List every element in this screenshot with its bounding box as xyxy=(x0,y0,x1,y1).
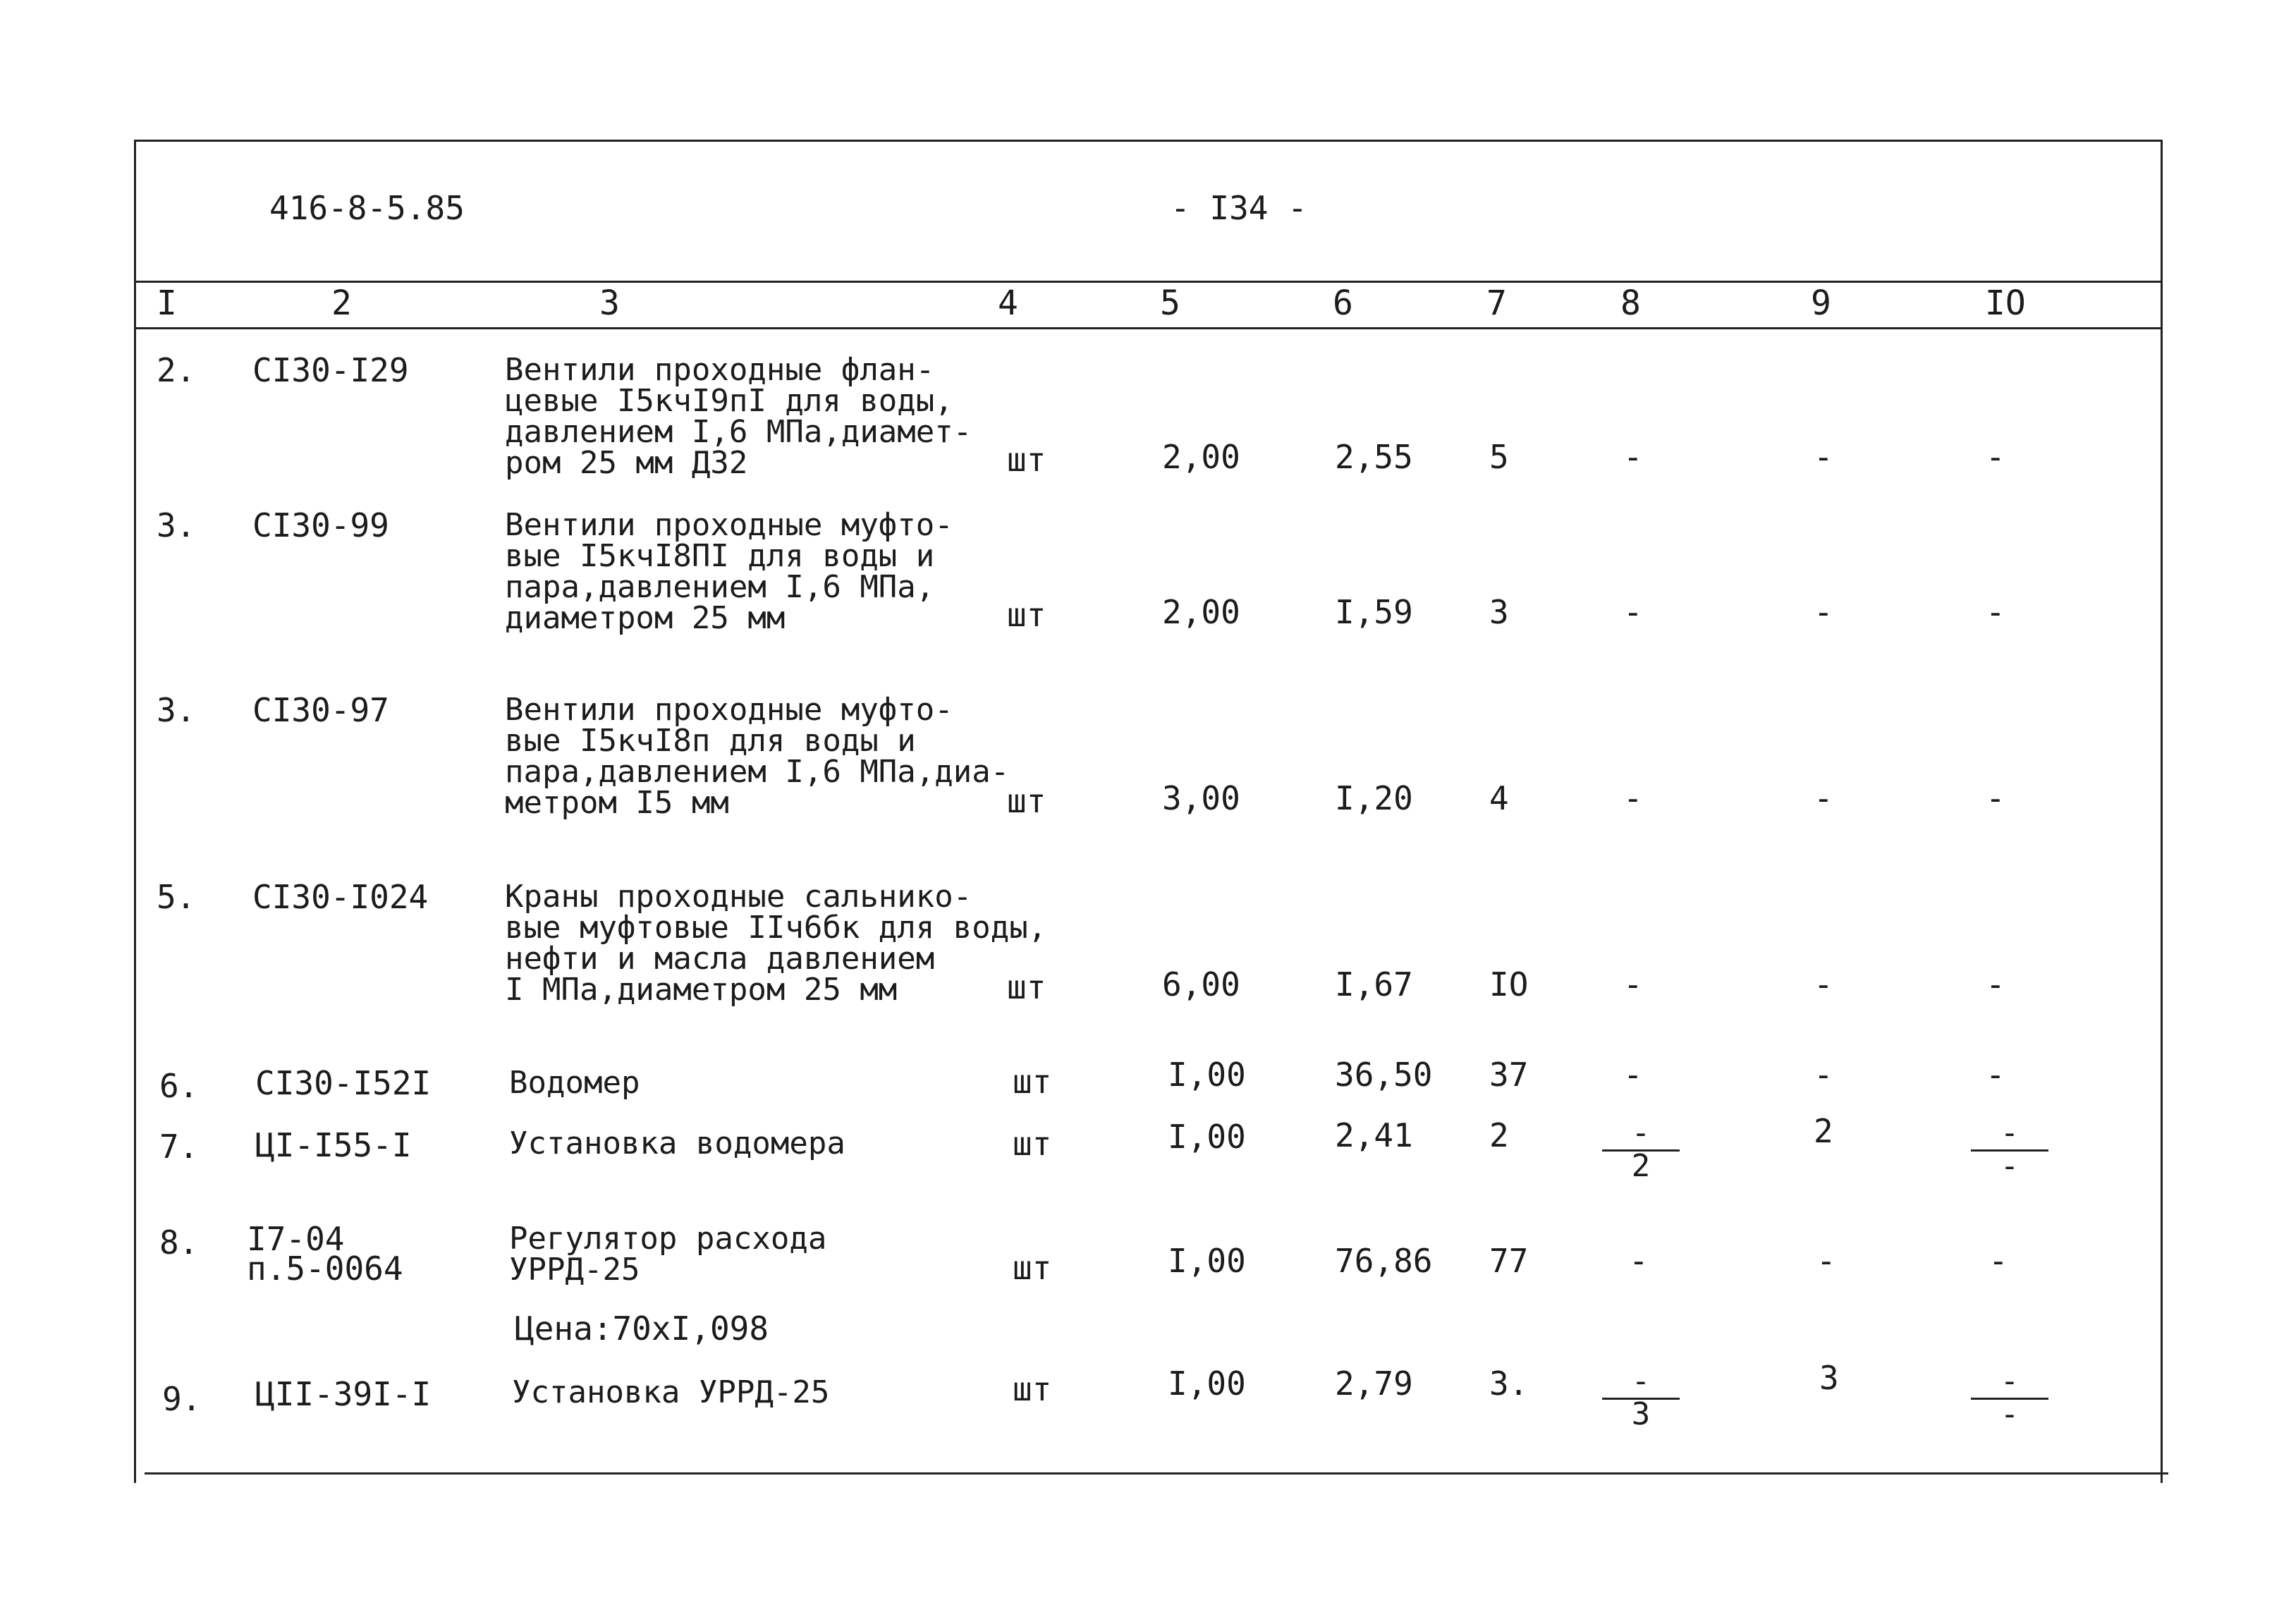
row-col8: - xyxy=(1623,779,1643,817)
row-number: 3. xyxy=(157,506,196,544)
row-code: CI30-I024 xyxy=(252,878,429,916)
row-unit: шт xyxy=(1013,1063,1052,1101)
row-unit-price: 2,79 xyxy=(1335,1364,1413,1403)
row-unit-price: 2,55 xyxy=(1335,438,1413,476)
row-unit-price: I,59 xyxy=(1335,593,1413,631)
column-number: 6 xyxy=(1333,283,1353,323)
row-unit-price: 36,50 xyxy=(1335,1056,1433,1094)
column-number: IO xyxy=(1985,283,2026,323)
row-description: Вентили проходные муфто- вые I5кчI8ПI для воды и пара,давлением I,6 МПа, диаметром 25 мм xyxy=(505,507,953,636)
row-col8-fraction: - 2 xyxy=(1602,1118,1680,1183)
column-number: 5 xyxy=(1160,283,1180,323)
row-total: 77 xyxy=(1489,1242,1529,1280)
row-code: CI30-I52I xyxy=(255,1064,432,1102)
row-col9: - xyxy=(1814,779,1833,817)
page-number: - I34 - xyxy=(1171,189,1307,227)
row-col9: 3 xyxy=(1819,1359,1839,1397)
row-number: 5. xyxy=(157,878,196,916)
row-col9: - xyxy=(1814,593,1833,631)
row-description: Регулятор расхода УРРД-25 xyxy=(509,1221,827,1288)
row-price-note: Цена:70хI,098 xyxy=(515,1309,769,1348)
row-code: I7-04 xyxy=(247,1220,345,1258)
row-col9: - xyxy=(1814,965,1833,1003)
row-total: IO xyxy=(1489,965,1529,1003)
row-col8: - xyxy=(1623,593,1643,631)
row-unit: шт xyxy=(1007,441,1046,479)
row-code: ЦII-39I-I xyxy=(255,1375,432,1413)
row-number: 7. xyxy=(159,1128,199,1166)
row-col8: - xyxy=(1629,1242,1649,1280)
row-unit: шт xyxy=(1007,968,1046,1006)
row-col10-fraction: - - xyxy=(1971,1367,2048,1431)
row-quantity: I,00 xyxy=(1168,1056,1246,1094)
row-number: 9. xyxy=(162,1380,202,1418)
row-unit-price: I,67 xyxy=(1335,965,1413,1003)
row-unit: шт xyxy=(1013,1249,1052,1287)
row-col9: 2 xyxy=(1814,1112,1833,1150)
row-col10: - xyxy=(1986,438,2005,476)
row-quantity: 3,00 xyxy=(1162,779,1240,817)
page-frame xyxy=(134,140,2163,1483)
row-col10: - xyxy=(1986,593,2005,631)
row-total: 2 xyxy=(1489,1116,1509,1154)
row-quantity: 2,00 xyxy=(1162,438,1240,476)
row-description: Установка водомера xyxy=(509,1125,845,1161)
row-col9: - xyxy=(1816,1242,1836,1280)
row-total: 3 xyxy=(1489,593,1509,631)
row-unit: шт xyxy=(1013,1370,1052,1408)
row-description: Водомер xyxy=(509,1065,640,1101)
row-quantity: 2,00 xyxy=(1162,593,1240,631)
row-number: 6. xyxy=(159,1067,199,1105)
row-quantity: I,00 xyxy=(1168,1118,1246,1156)
row-quantity: I,00 xyxy=(1168,1242,1246,1280)
row-col10: - xyxy=(1988,1242,2008,1280)
row-code: CI30-97 xyxy=(252,691,389,729)
row-total: 4 xyxy=(1489,779,1509,817)
row-number: 3. xyxy=(157,691,196,729)
row-code: CI30-I29 xyxy=(252,351,409,389)
row-unit-price: 76,86 xyxy=(1335,1242,1433,1280)
row-unit: шт xyxy=(1013,1125,1052,1163)
row-col9: - xyxy=(1814,1056,1833,1094)
column-header-divider xyxy=(134,327,2163,329)
column-number: 9 xyxy=(1811,283,1831,323)
column-number: 3 xyxy=(599,283,620,323)
row-col9: - xyxy=(1814,438,1833,476)
row-col8-fraction: - 3 xyxy=(1602,1367,1680,1431)
row-total: 37 xyxy=(1489,1056,1529,1094)
row-col10: - xyxy=(1986,965,2005,1003)
row-total: 3. xyxy=(1489,1364,1529,1403)
row-description: Установка УРРД-25 xyxy=(512,1374,830,1410)
column-number: 8 xyxy=(1620,283,1641,323)
column-number: 7 xyxy=(1486,283,1507,323)
row-col8: - xyxy=(1623,1056,1643,1094)
row-description: Краны проходные сальнико- вые муфтовые IIч6бк для воды, нефти и масла давлением I МПа,диаметром 25 мм xyxy=(505,879,1047,1008)
row-number: 8. xyxy=(159,1223,199,1262)
row-unit-price: 2,41 xyxy=(1335,1116,1413,1154)
row-description: Вентили проходные муфто- вые I5кчI8п для воды и пара,давлением I,6 МПа,диа- метром I5 мм xyxy=(505,692,1010,821)
row-col8: - xyxy=(1623,438,1643,476)
column-number: 2 xyxy=(331,283,352,323)
row-unit: шт xyxy=(1007,596,1046,634)
row-code: CI30-99 xyxy=(252,506,389,544)
column-number: I xyxy=(157,283,177,323)
row-col10: - xyxy=(1986,779,2005,817)
row-description: Вентили проходные флан- цевые I5кчI9пI для воды, давлением I,6 МПа,диамет- ром 25 мм ДЗ2 xyxy=(505,352,972,481)
document-code: 416-8-5.85 xyxy=(269,189,465,227)
header-divider xyxy=(134,281,2163,283)
bottom-border xyxy=(145,1472,2168,1475)
row-col10-fraction: - - xyxy=(1971,1118,2048,1183)
row-unit: шт xyxy=(1007,782,1046,820)
row-quantity: I,00 xyxy=(1168,1364,1246,1403)
row-col8: - xyxy=(1623,965,1643,1003)
row-total: 5 xyxy=(1489,438,1509,476)
row-number: 2. xyxy=(157,351,196,389)
row-unit-price: I,20 xyxy=(1335,779,1413,817)
column-number: 4 xyxy=(998,283,1018,323)
row-col10: - xyxy=(1986,1056,2005,1094)
row-code: п.5-0064 xyxy=(247,1250,403,1288)
row-quantity: 6,00 xyxy=(1162,965,1240,1003)
row-code: ЦI-I55-I xyxy=(255,1126,412,1164)
